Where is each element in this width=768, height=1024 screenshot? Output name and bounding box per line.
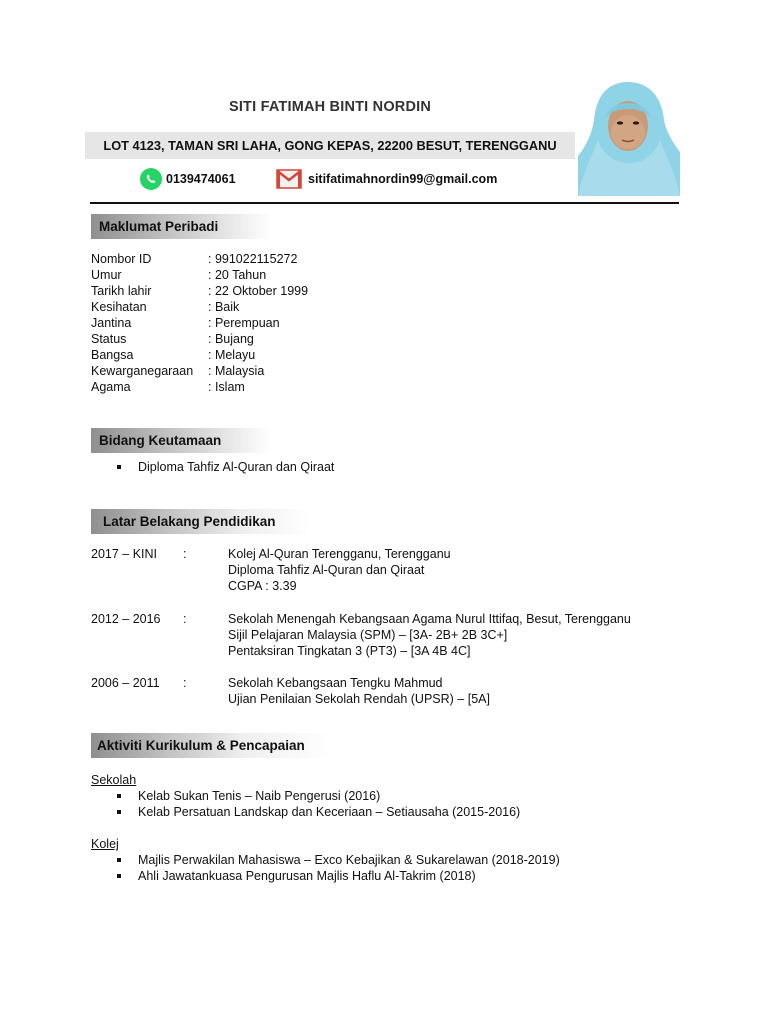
personal-details (91, 251, 391, 395)
education-line: Ujian Penilaian Sekolah Rendah (UPSR) – [5A] (228, 692, 490, 706)
activity-group-college (91, 836, 691, 884)
personal-row: Nombor ID : 991022115272 (91, 252, 298, 266)
personal-row: Jantina : Perempuan (91, 316, 280, 330)
section-heading-expertise: Bidang Keutamaan (91, 428, 271, 453)
activity-group-school (91, 772, 691, 820)
address: LOT 4123, TAMAN SRI LAHA, GONG KEPAS, 22200 BESUT, TERENGGANU (103, 138, 557, 153)
email-address: sitifatimahnordin99@gmail.com (308, 172, 498, 186)
personal-row: Umur : 20 Tahun (91, 268, 267, 282)
personal-row: Tarikh lahir : 22 Oktober 1999 (91, 284, 309, 298)
section-heading-education: Latar Belakang Pendidikan (91, 509, 311, 534)
education-colon: : (183, 676, 187, 690)
section-heading-activities: Aktiviti Kurikulum & Pencapaian (91, 733, 331, 758)
list-item: Kelab Persatuan Landskap dan Keceriaan – Setiausaha (2015-2016) (91, 804, 691, 820)
education-years: 2006 – 2011 (91, 676, 160, 690)
list-item: Ahli Jawatankuasa Pengurusan Majlis Haflu Al-Takrim (2018) (91, 868, 691, 884)
education-line: Sekolah Kebangsaan Tengku Mahmud (228, 676, 443, 690)
activity-group-title: Kolej (91, 837, 119, 851)
email-contact (276, 168, 497, 190)
education-years: 2017 – KINI (91, 547, 158, 561)
education-years: 2012 – 2016 (91, 612, 161, 626)
personal-row: Status : Bujang (91, 332, 254, 346)
education-entry (91, 611, 691, 659)
education-colon: : (183, 547, 187, 561)
section-heading-personal: Maklumat Peribadi (91, 214, 271, 239)
education-line: Sijil Pelajaran Malaysia (SPM) – [3A- 2B+ 2B 3C+] (228, 628, 508, 642)
education-line: Sekolah Menengah Kebangsaan Agama Nurul Ittifaq, Besut, Terengganu (228, 612, 631, 626)
activity-group-title: Sekolah (91, 773, 137, 787)
phone-number: 0139474061 (166, 172, 236, 186)
list-item: Diploma Tahfiz Al-Quran dan Qiraat (91, 459, 591, 475)
education-line: CGPA : 3.39 (228, 579, 297, 593)
personal-row: Kesihatan : Baik (91, 300, 240, 314)
personal-row: Agama : Islam (91, 380, 245, 394)
education-colon: : (183, 612, 187, 626)
gmail-icon (276, 169, 302, 189)
whatsapp-icon (140, 168, 162, 190)
education-line: Pentaksiran Tingkatan 3 (PT3) – [3A 4B 4C] (228, 644, 471, 658)
education-entry (91, 675, 691, 707)
personal-row: Bangsa : Melayu (91, 348, 256, 362)
header-divider (90, 202, 679, 204)
education-line: Diploma Tahfiz Al-Quran dan Qiraat (228, 563, 425, 577)
list-item: Majlis Perwakilan Mahasiswa – Exco Kebajikan & Sukarelawan (2018-2019) (91, 852, 691, 868)
education-line: Kolej Al-Quran Terengganu, Terengganu (228, 547, 451, 561)
list-item: Kelab Sukan Tenis – Naib Pengerusi (2016) (91, 788, 691, 804)
personal-row: Kewarganegaraan : Malaysia (91, 364, 265, 378)
phone-contact (140, 168, 236, 190)
resume-name: SITI FATIMAH BINTI NORDIN (228, 99, 432, 115)
profile-photo (578, 80, 680, 196)
expertise-list (91, 459, 591, 475)
education-entry (91, 546, 691, 594)
